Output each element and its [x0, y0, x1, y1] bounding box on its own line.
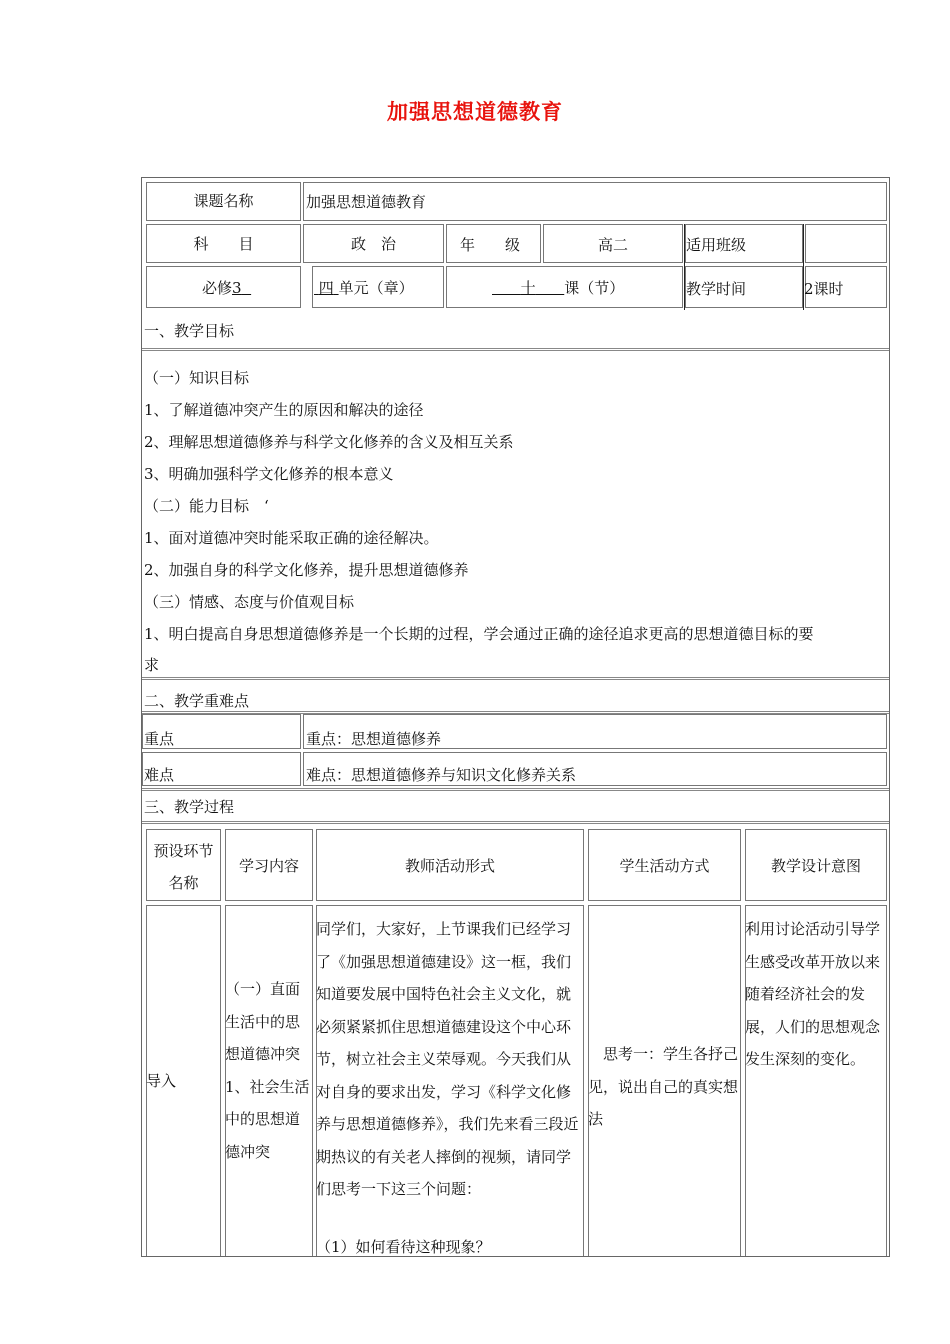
- goal-line: 3、明确加强科学文化修养的根本意义: [144, 465, 394, 483]
- subject-value: 政 治: [350, 235, 396, 253]
- goal-line: （二）能力目标 ‘: [144, 497, 269, 515]
- lesson-number: 十: [520, 279, 536, 297]
- course-name-value: 加强思想道德教育: [306, 193, 427, 211]
- goal-line: 1、明白提高自身思想道德修养是一个长期的过程，学会通过正确的途径追求更高的思想道德目标的要: [144, 625, 814, 643]
- divider: [142, 821, 890, 824]
- header-teacher: 教师活动形式: [404, 857, 495, 875]
- divider: [142, 677, 890, 680]
- class-label: 适用班级: [686, 236, 747, 254]
- intent-text: 利用讨论活动引导学生感受改革开放以来随着经济社会的发展，人们的思想观念发生深刻的变化。: [745, 920, 881, 1068]
- class-value-cell: [805, 224, 887, 263]
- divider: [142, 348, 890, 351]
- goal-line: 求: [144, 656, 160, 674]
- goal-line: 1、面对道德冲突时能采取正确的途径解决。: [144, 529, 439, 547]
- unit-number: 四: [318, 279, 334, 297]
- header-stage-line1: 预设环节: [153, 842, 214, 860]
- time-label: 教学时间: [686, 280, 747, 298]
- key-points-heading: 二、教学重难点: [144, 692, 250, 710]
- unit-suffix: 单元（章）: [338, 279, 414, 297]
- divider: [684, 224, 685, 310]
- grade-label: 年 级: [460, 236, 521, 254]
- time-value: 2课时: [804, 280, 844, 298]
- header-content: 学习内容: [238, 857, 299, 875]
- header-stage-line2: 名称: [168, 874, 199, 892]
- course-name-label: 课题名称: [193, 192, 254, 210]
- process-heading: 三、教学过程: [144, 798, 235, 816]
- module-text: [202, 278, 251, 298]
- divider: [142, 788, 890, 791]
- goal-line: （三）情感、态度与价值观目标: [144, 593, 355, 611]
- goals-heading: 一、教学目标: [144, 322, 235, 340]
- stage-text: 导入: [146, 1072, 177, 1090]
- goal-line: 1、了解道德冲突产生的原因和解决的途径: [144, 401, 424, 419]
- content-text: （一）直面生活中的思想道德冲突1、社会生活中的思想道德冲突: [225, 980, 310, 1161]
- header-student: 学生活动方式: [619, 857, 710, 875]
- goal-line: 2、加强自身的科学文化修养，提升思想道德修养: [144, 561, 469, 579]
- teacher-text: 同学们，大家好，上节课我们已经学习了《加强思想道德建设》这一框，我们知道要发展中国特色社会主义文化，就必须紧紧抓住思想道德建设这个中心环节，树立社会主义荣辱观。今天我们从对自身的要求出发，学习《科学文化修养与思想道德修养》，我们先来看三段近期热议的有关老人摔倒的视频，请同学们思考一下这三个问题：: [316, 920, 579, 1198]
- lesson-suffix: 课（节）: [564, 279, 625, 297]
- goal-line: 2、理解思想道德修养与科学文化修养的含义及相互关系: [144, 433, 514, 451]
- header-intent: 教学设计意图: [770, 857, 861, 875]
- lesson-text: [492, 278, 624, 298]
- divider: [803, 224, 804, 310]
- module-number: 3: [232, 279, 242, 297]
- module-prefix: 必修: [202, 279, 233, 297]
- document-title: 加强思想道德教育: [387, 99, 563, 124]
- unit-text: [314, 278, 414, 298]
- teacher-question-1: （1）如何看待这种现象？: [316, 1238, 491, 1256]
- key-value: 重点：思想道德修养: [306, 730, 442, 748]
- key-label: 重点: [144, 730, 175, 748]
- difficulty-label: 难点: [144, 766, 175, 784]
- subject-label: 科 目: [193, 235, 254, 253]
- goal-line: （一）知识目标: [144, 369, 250, 387]
- difficulty-value: 难点：思想道德修养与知识文化修养关系: [306, 766, 577, 784]
- grade-value: 高二: [597, 236, 628, 254]
- student-text: 思考一：学生各抒己见，说出自己的真实想法: [588, 1045, 739, 1128]
- lesson-plan-table: [141, 177, 890, 1257]
